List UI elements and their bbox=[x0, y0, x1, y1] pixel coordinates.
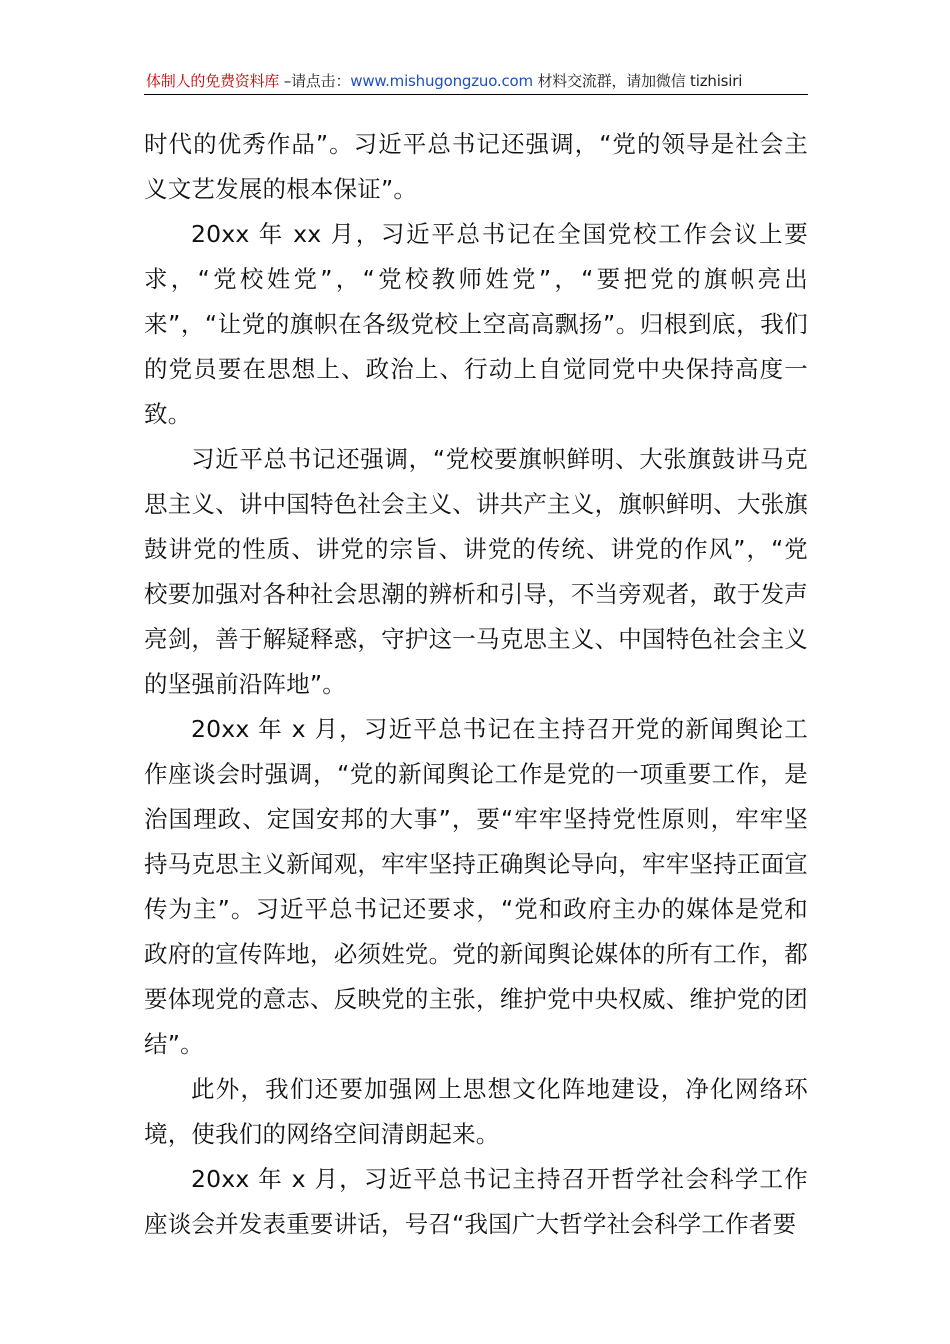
paragraph-5: 此外，我们还要加强网上思想文化阵地建设，净化网络环境，使我们的网络空间清朗起来。 bbox=[144, 1075, 808, 1148]
paragraph-3: 习近平总书记还强调，“党校要旗帜鲜明、大张旗鼓讲马克思主义、讲中国特色社会主义、讲共产主义，旗帜鲜明、大张旗鼓讲党的性质、讲党的宗旨、讲党的传统、讲党的作风”，“党校要加强对各种社会思潮的辨析和引导，不当旁观者，敢于发声亮剑，善于解疑释惑，守护这一马克思主义、中国特色社会主义的坚强前沿阵地”。 bbox=[144, 445, 808, 698]
paragraph-2: 20xx 年 xx 月，习近平总书记在全国党校工作会议上要求，“党校姓党”，“党校教师姓党”，“要把党的旗帜亮出来”，“让党的旗帜在各级党校上空高高飘扬”。归根到底，我们的党员要在思想上、政治上、行动上自觉同党中央保持高度一致。 bbox=[144, 220, 808, 428]
page-header bbox=[146, 70, 806, 94]
paragraph-6: 20xx 年 x 月，习近平总书记主持召开哲学社会科学工作座谈会并发表重要讲话，号召“我国广大哲学社会科学工作者要 bbox=[144, 1165, 808, 1238]
header-brand: 体制人的免费资料库 bbox=[146, 72, 280, 90]
document-body bbox=[144, 122, 808, 1247]
header-url-link[interactable]: www.mishugongzuo.com bbox=[350, 72, 533, 90]
header-prompt: –请点击： bbox=[279, 72, 351, 90]
header-contact-note: 材料交流群，请加微信 tizhisiri bbox=[532, 72, 743, 90]
header-divider bbox=[144, 94, 808, 95]
paragraph-1: 时代的优秀作品”。习近平总书记还强调，“党的领导是社会主义文艺发展的根本保证”。 bbox=[144, 130, 808, 203]
paragraph-4: 20xx 年 x 月，习近平总书记在主持召开党的新闻舆论工作座谈会时强调，“党的新闻舆论工作是党的一项重要工作，是治国理政、定国安邦的大事”，要“牢牢坚持党性原则，牢牢坚持马克思主义新闻观，牢牢坚持正确舆论导向，牢牢坚持正面宣传为主”。习近平总书记还要求，“党和政府主办的媒体是党和政府的宣传阵地，必须姓党。党的新闻舆论媒体的所有工作，都要体现党的意志、反映党的主张，维护党中央权威、维护党的团结”。 bbox=[144, 715, 808, 1058]
